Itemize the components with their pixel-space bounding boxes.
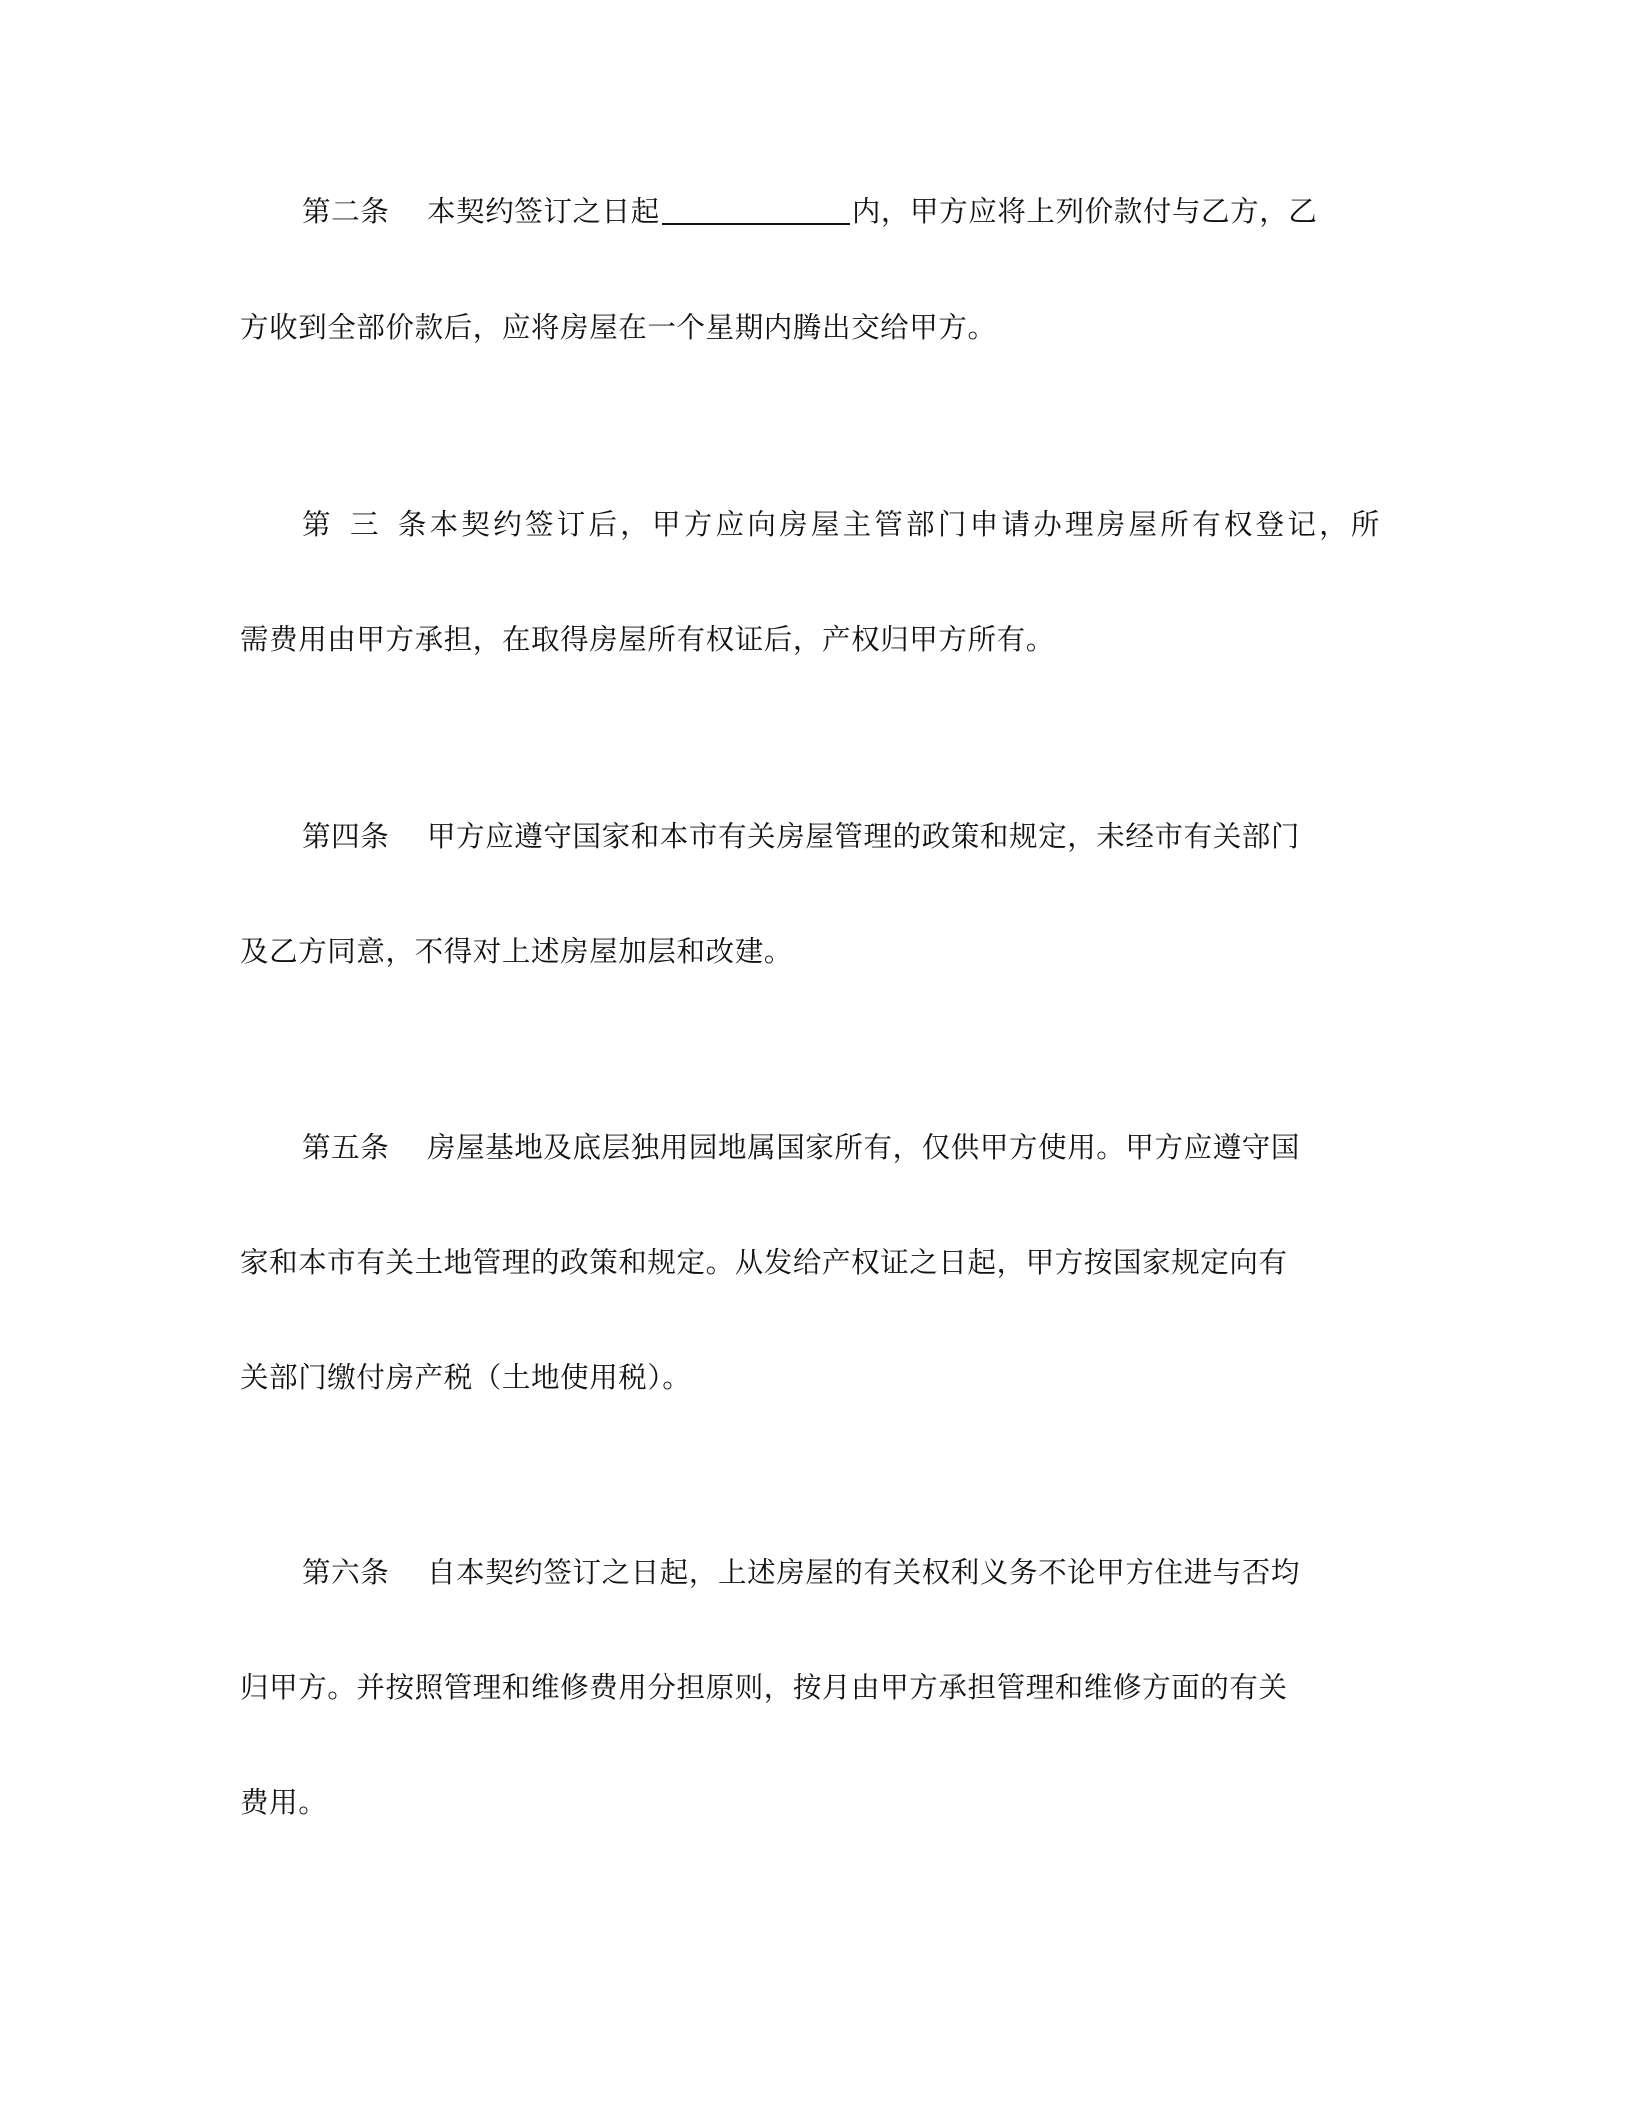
article-5-line-1 xyxy=(302,1128,1380,1168)
article-label: 第二条 xyxy=(302,195,390,228)
article-text: 方收到全部价款后，应将房屋在一个星期内腾出交给甲方。 xyxy=(240,311,997,344)
blank-fill-line xyxy=(662,193,850,225)
article-text: 房屋基地及底层独用园地属国家所有，仅供甲方使用。甲方应遵守国 xyxy=(427,1131,1301,1164)
article-text: 本契约签订后，甲方应向房屋主管部门申请办理房屋所有权登记，所 xyxy=(427,508,1380,541)
article-2-line-1 xyxy=(302,192,1380,232)
article-text: 费用。 xyxy=(240,1786,328,1819)
article-3-line-1 xyxy=(302,505,1380,545)
article-text: 需费用由甲方承担，在取得房屋所有权证后，产权归甲方所有。 xyxy=(240,623,1055,656)
article-5-line-3 xyxy=(240,1358,1380,1398)
article-2-line-2 xyxy=(240,308,1380,348)
article-6-line-2 xyxy=(240,1668,1380,1708)
article-text: 关部门缴付房产税（土地使用税）。 xyxy=(240,1361,692,1394)
article-6-line-3 xyxy=(240,1783,1380,1823)
article-text: 内，甲方应将上列价款付与乙方，乙 xyxy=(851,195,1318,228)
article-5-line-2 xyxy=(240,1243,1380,1283)
article-label: 第六条 xyxy=(302,1556,390,1589)
article-text: 家和本市有关土地管理的政策和规定。从发给产权证之日起，甲方按国家规定向有 xyxy=(240,1246,1288,1279)
article-text: 归甲方。并按照管理和维修费用分担原则，按月由甲方承担管理和维修方面的有关 xyxy=(240,1671,1288,1704)
article-3-line-2 xyxy=(240,620,1380,660)
article-text: 甲方应遵守国家和本市有关房屋管理的政策和规定，未经市有关部门 xyxy=(427,820,1301,853)
article-text: 本契约签订之日起 xyxy=(427,195,660,228)
article-6-line-1 xyxy=(302,1553,1380,1593)
article-label: 第四条 xyxy=(302,820,390,853)
article-label: 第三条 xyxy=(302,508,427,541)
article-4-line-1 xyxy=(302,817,1380,857)
article-text: 自本契约签订之日起，上述房屋的有关权利义务不论甲方住进与否均 xyxy=(427,1556,1301,1589)
article-label: 第五条 xyxy=(302,1131,390,1164)
article-4-line-2 xyxy=(240,932,1380,972)
article-text: 及乙方同意，不得对上述房屋加层和改建。 xyxy=(240,935,793,968)
